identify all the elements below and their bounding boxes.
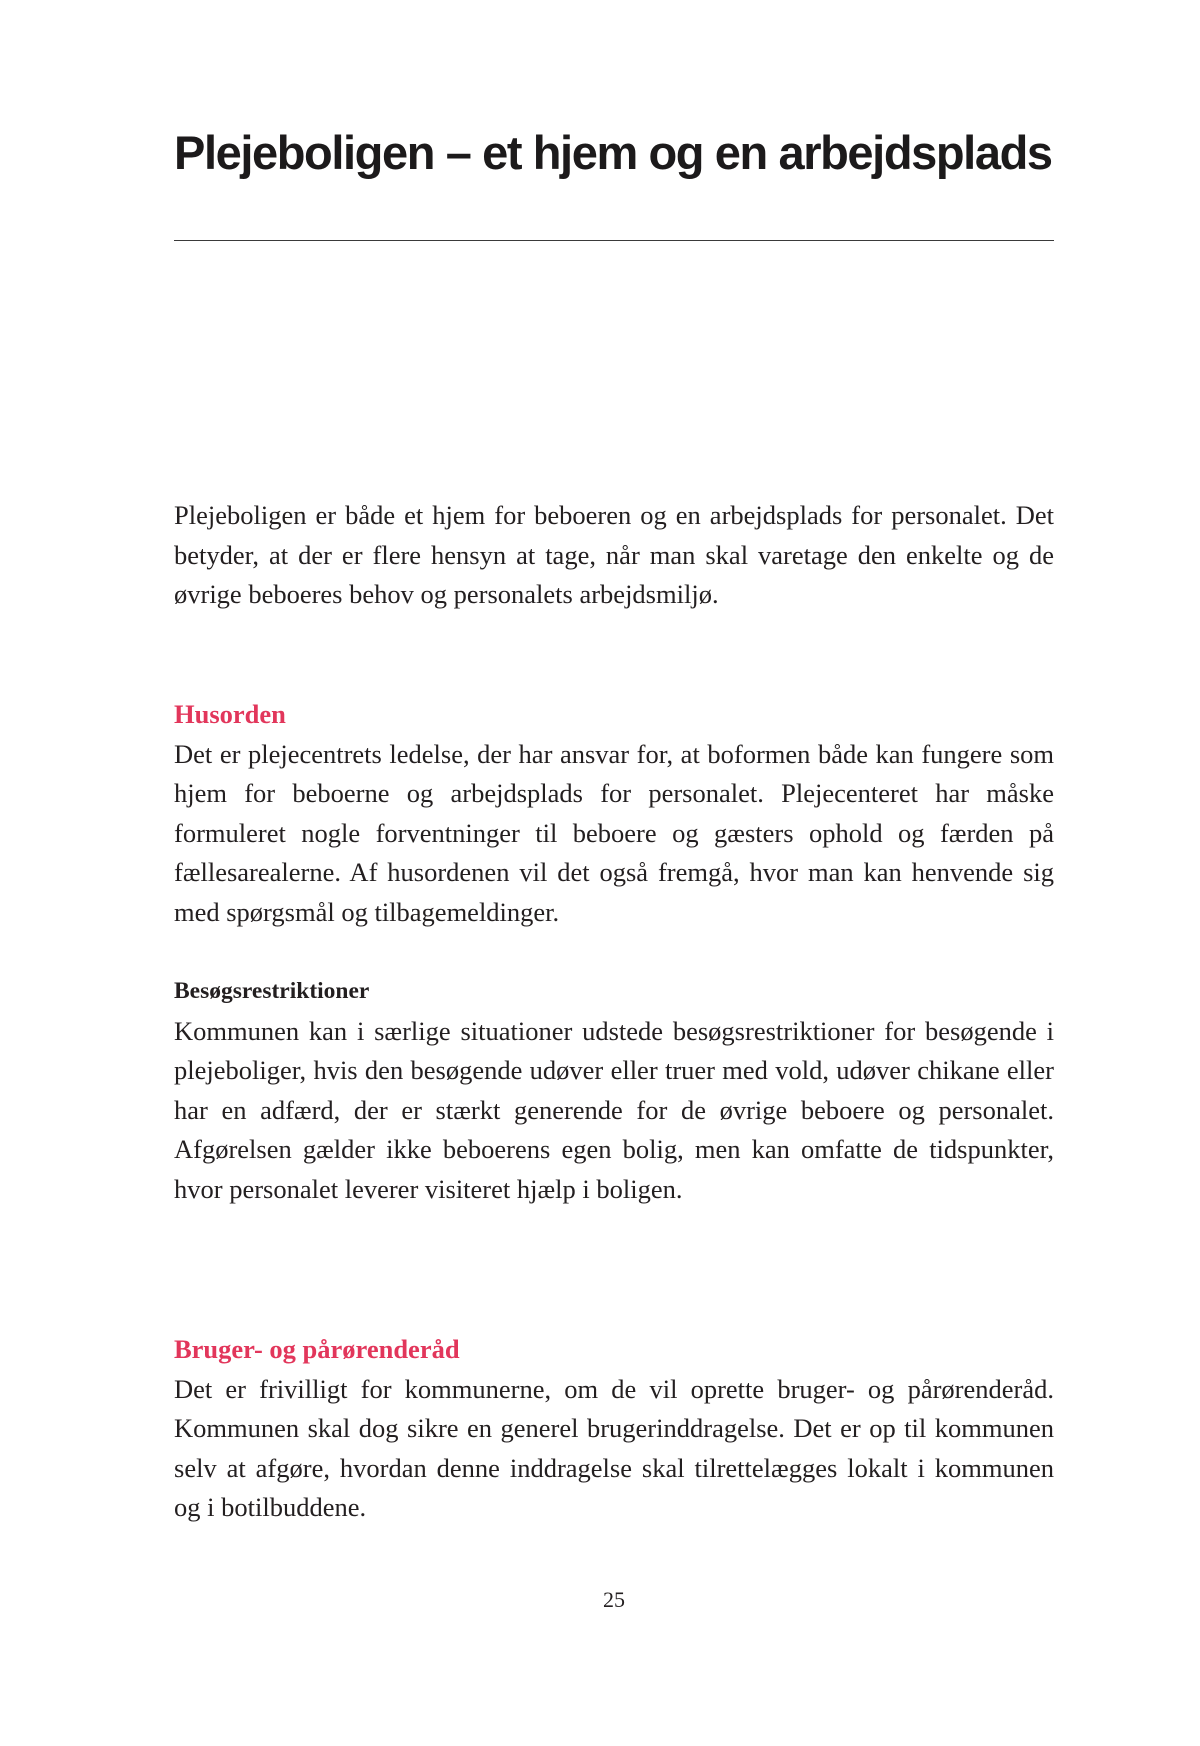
section-body-besoegsrestriktioner: Kommunen kan i særlige situationer udstede besøgsrestriktioner for besøgende i plejeboliger, hvis den besøgende udøver eller truer med vold, udøver chikane eller har en adfærd, der er stærkt generende for de øvrige beboere og personalet. Afgørelsen gælder ikke beboerens egen bolig, men kan omfatte de tidspunkter, hvor personalet leverer visiteret hjælp i boligen. xyxy=(174,1015,1054,1204)
section-besoegsrestriktioner xyxy=(174,972,1054,1209)
section-body-husorden: Det er plejecentrets ledelse, der har ansvar for, at boformen både kan fungere som hjem for beboerne og arbejdsplads for personalet. Plejecenteret har måske formuleret nogle forventninger til beboere og gæsters ophold og færden på fællesarealerne. Af husordenen vil det også fremgå, hvor man kan henvende sig med spørgsmål og tilbagemeldinger. xyxy=(174,738,1054,927)
intro-section xyxy=(174,496,1054,615)
section-bruger-paaroerenderaad xyxy=(174,1330,1054,1528)
intro-paragraph: Plejeboligen er både et hjem for beboeren og en arbejdsplads for personalet. Det betyder, at der er flere hensyn at tage, når man skal varetage den enkelte og de øvrige beboeres behov og personalets arbejdsmiljø. xyxy=(174,500,1054,609)
section-husorden xyxy=(174,695,1054,932)
title-divider xyxy=(174,240,1054,241)
section-heading-husorden: Husorden xyxy=(174,699,286,729)
page-title: Plejeboligen – et hjem og en arbejdsplads xyxy=(174,126,1052,179)
section-heading-bruger-paaroerenderaad: Bruger- og pårørenderåd xyxy=(174,1334,460,1364)
page-number: 25 xyxy=(603,1587,625,1612)
section-heading-besoegsrestriktioner: Besøgsrestriktioner xyxy=(174,978,370,1004)
section-body-bruger-paaroerenderaad: Det er frivilligt for kommunerne, om de vil oprette bruger- og pårørenderåd. Kommunen skal dog sikre en generel brugerinddragelse. Det er op til kommunen selv at afgøre, hvordan denne inddragelse skal tilrettelægges lokalt i kommunen og i botilbuddene. xyxy=(174,1373,1054,1522)
